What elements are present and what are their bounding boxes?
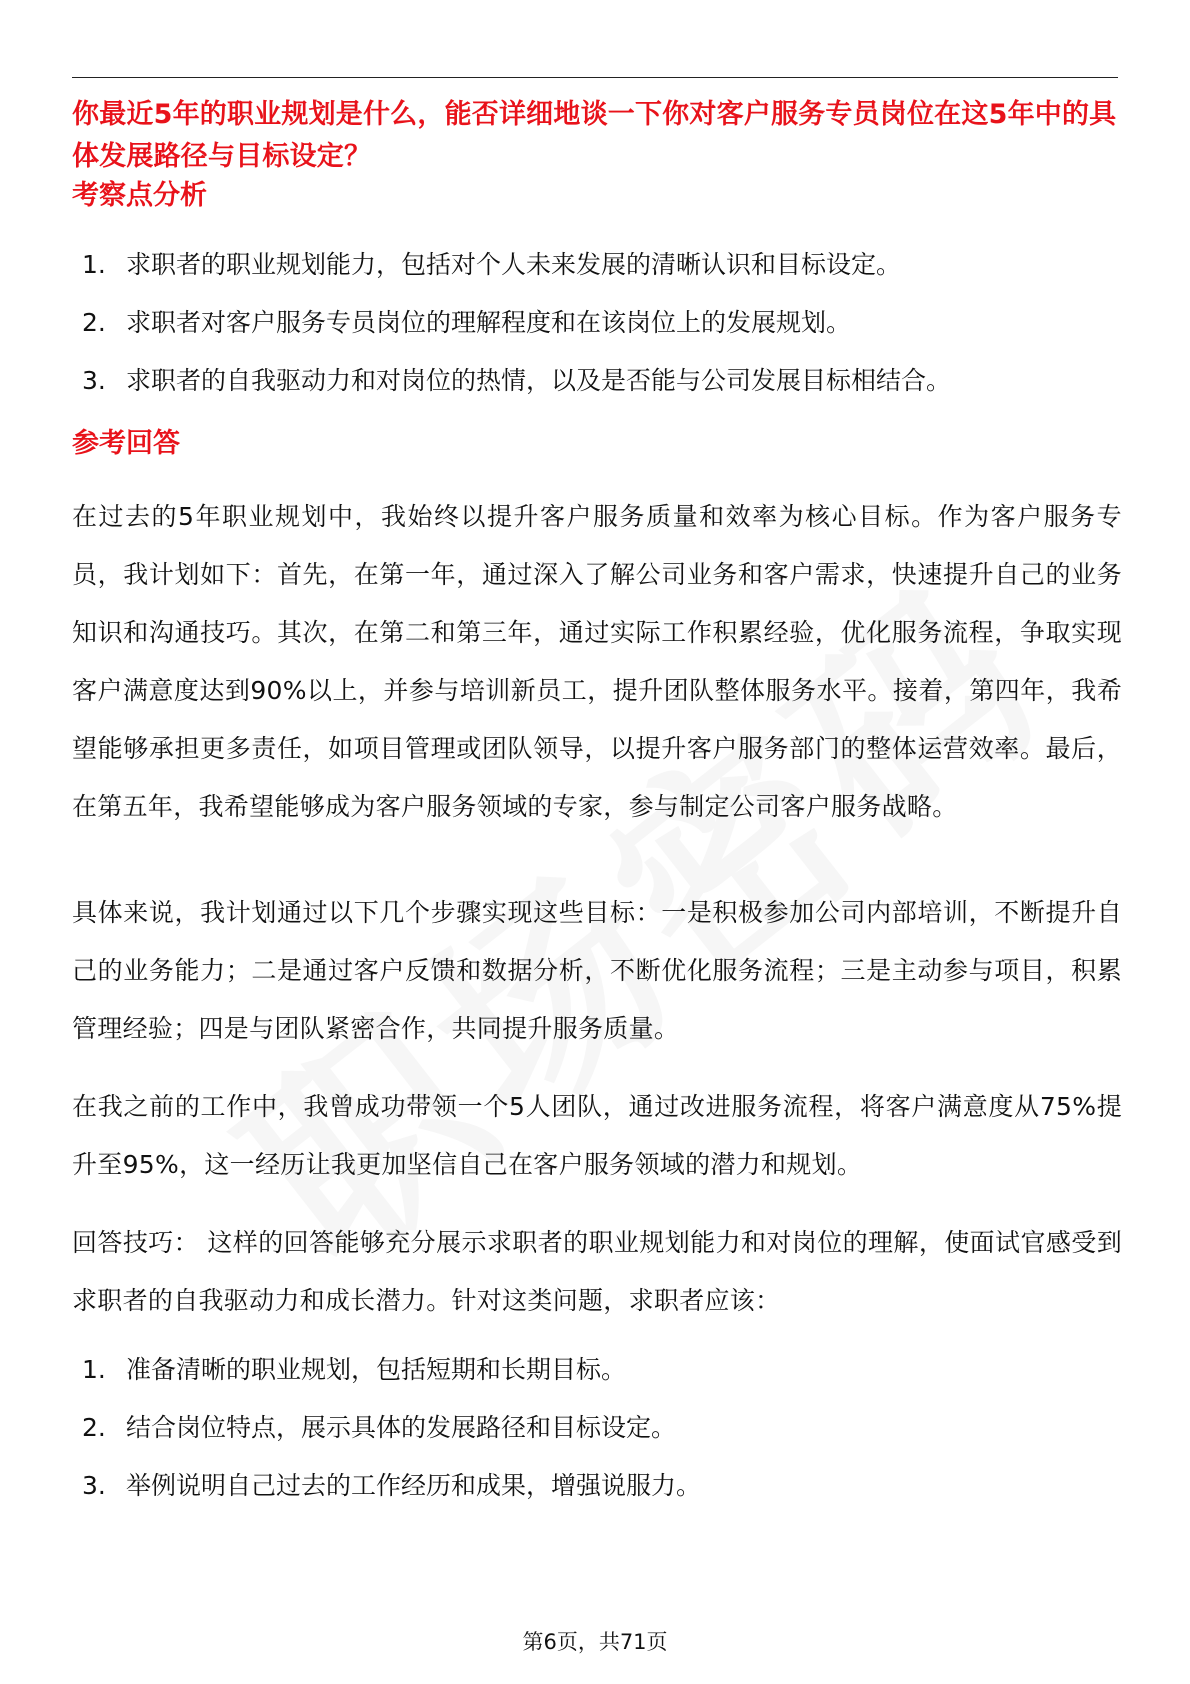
analysis-heading: 考察点分析 [72, 180, 207, 211]
analysis-list [82, 245, 1122, 419]
answer-tips-paragraph: 回答技巧： 这样的回答能够充分展示求职者的职业规划能力和对岗位的理解，使面试官感受到求职者的自我驱动力和成长潜力。针对这类问题，求职者应该： [72, 1228, 1122, 1315]
list-number: 2. [82, 308, 106, 337]
list-number: 3. [82, 366, 106, 395]
list-item [82, 245, 1122, 303]
list-text: 举例说明自己过去的工作经历和成果，增强说服力。 [126, 1471, 702, 1500]
top-divider [72, 77, 1118, 78]
answer-heading: 参考回答 [72, 428, 180, 459]
list-number: 1. [82, 250, 106, 279]
list-item [82, 1466, 1122, 1524]
list-text: 求职者的职业规划能力，包括对个人未来发展的清晰认识和目标设定。 [126, 250, 902, 279]
answer-paragraph: 在过去的5年职业规划中，我始终以提升客户服务质量和效率为核心目标。作为客户服务专员，我计划如下：首先，在第一年，通过深入了解公司业务和客户需求，快速提升自己的业务知识和沟通技巧。其次，在第二和第三年，通过实际工作积累经验，优化服务流程，争取实现客户满意度达到90%以上，并参与培训新员工，提升团队整体服务水平。接着，第四年，我希望能够承担更多责任，如项目管理或团队领导，以提升客户服务部门的整体运营效率。最后，在第五年，我希望能够成为客户服务领域的专家，参与制定公司客户服务战略。 [72, 502, 1122, 821]
tips-list [82, 1350, 1122, 1524]
list-item [82, 1408, 1122, 1466]
list-number: 1. [82, 1355, 106, 1384]
question-title: 你最近5年的职业规划是什么，能否详细地谈一下你对客户服务专员岗位在这5年中的具体发展路径与目标设定？ [72, 99, 1117, 172]
list-item [82, 1350, 1122, 1408]
list-text: 求职者对客户服务专员岗位的理解程度和在该岗位上的发展规划。 [126, 308, 852, 337]
list-number: 3. [82, 1471, 106, 1500]
list-number: 2. [82, 1413, 106, 1442]
page-number: 第6页，共71页 [522, 1630, 668, 1654]
list-item [82, 361, 1122, 419]
list-text: 求职者的自我驱动力和对岗位的热情，以及是否能与公司发展目标相结合。 [126, 366, 952, 395]
list-text: 准备清晰的职业规划，包括短期和长期目标。 [126, 1355, 627, 1384]
answer-paragraph: 具体来说，我计划通过以下几个步骤实现这些目标：一是积极参加公司内部培训，不断提升自己的业务能力；二是通过客户反馈和数据分析，不断优化服务流程；三是主动参与项目，积累管理经验；四是与团队紧密合作，共同提升服务质量。 [72, 898, 1122, 1043]
list-item [82, 303, 1122, 361]
list-text: 结合岗位特点，展示具体的发展路径和目标设定。 [126, 1413, 677, 1442]
answer-paragraph: 在我之前的工作中，我曾成功带领一个5人团队，通过改进服务流程，将客户满意度从75%提升至95%，这一经历让我更加坚信自己在客户服务领域的潜力和规划。 [72, 1092, 1122, 1179]
